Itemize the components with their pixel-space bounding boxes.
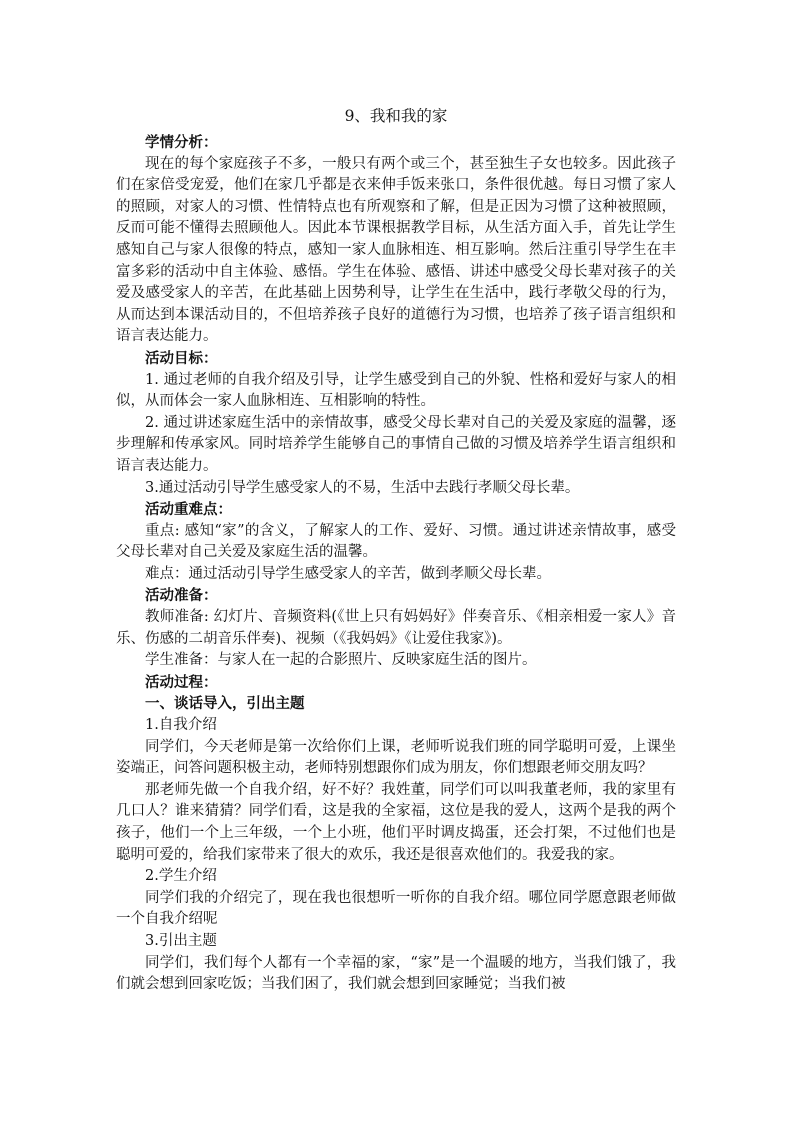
process-heading: 活动过程：: [145, 673, 218, 691]
analysis-heading: 学情分析：: [145, 134, 218, 151]
key-point-paragraph: 重点: 感知“家”的含义，了解家人的工作、爱好、习惯。通过讲述亲情故事，感受父母长辈对自己关爱及家庭生活的温馨。: [116, 522, 676, 561]
preparation-heading: 活动准备：: [145, 587, 218, 605]
teacher-prep-paragraph: 教师准备: 幻灯片、音频资料(《世上只有妈妈好》伴奏音乐、《相亲相爱一家人》音乐、伤感的二胡音乐伴奏)、视频（《我妈妈》《让爱住我家》)。: [116, 609, 676, 647]
step-1-heading: 1.自我介绍: [145, 717, 217, 734]
goals-heading: 活动目标：: [145, 349, 218, 367]
part-1-heading: 一、谈话导入，引出主题: [145, 695, 305, 713]
step-3-heading: 3.引出主题: [145, 932, 217, 949]
goal-item-3: 3.通过活动引导学生感受家人的不易，生活中去践行孝顺父母长辈。: [145, 479, 580, 496]
difficulty-paragraph: 难点：通过活动引导学生感受家人的辛苦，做到孝顺父母长辈。: [145, 565, 551, 582]
page-title: 9、我和我的家: [344, 107, 448, 125]
step-2-heading: 2.学生介绍: [145, 868, 217, 885]
analysis-paragraph: 现在的每个家庭孩子不多，一般只有两个或三个，甚至独生子女也较多。因此孩子们在家倍受宠爱，他们在家几乎都是衣来伸手饭来张口，条件很优越。每日习惯了家人的照顾，对家人的习惯、性情特点也有所观察和了解，但是正因为习惯了这种被照顾，反而可能不懂得去照顾他人。因此本节课根据教学目标，从生活方面入手，首先让学生感知自己与家人很像的特点，感知一家人血脉相连、相互影响。然后注重引导学生在丰富多彩的活动中自主体验、感悟。学生在体验、感悟、讲述中感受父母长辈对孩子的关爱及感受家人的辛苦，在此基础上因势利导，让学生在生活中，践行孝敬父母的行为，从而达到本课活动目的，不但培养孩子良好的道德行为习惯，也培养了孩子语言组织和语言表达能力。: [116, 155, 676, 345]
step-1-paragraph-2: 那老师先做一个自我介绍，好不好？我姓董，同学们可以叫我董老师，我的家里有几口人？谁来猜猜？同学们看，这是我的全家福，这位是我的爱人，这两个是我的两个孩子，他们一个上三年级，一个上小班，他们平时调皮捣蛋，还会打架，不过他们也是聪明可爱的，给我们家带来了很大的欢乐，我还是很喜欢他们的。我爱我的家。: [116, 781, 676, 863]
goal-item-2: 2. 通过讲述家庭生活中的亲情故事，感受父母长辈对自己的关爱及家庭的温馨，逐步理解和传承家风。同时培养学生能够自己的事情自己做的习惯及培养学生语言组织和语言表达能力。: [116, 414, 676, 474]
step-3-paragraph-1: 同学们，我们每个人都有一个幸福的家，“家”是一个温暖的地方，当我们饿了，我们就会想到回家吃饭；当我们困了，我们就会想到回家睡觉；当我们被: [116, 954, 676, 993]
document-page: [116, 104, 676, 996]
step-1-paragraph-1: 同学们，今天老师是第一次给你们上课，老师听说我们班的同学聪明可爱，上课坐姿端正，问答问题积极主动，老师特别想跟你们成为朋友，你们想跟老师交朋友吗？: [116, 738, 676, 777]
goal-item-1: 1. 通过老师的自我介绍及引导，让学生感受到自己的外貌、性格和爱好与家人的相似，从而体会一家人血脉相连、互相影响的特性。: [116, 371, 676, 410]
student-prep-paragraph: 学生准备：与家人在一起的合影照片、反映家庭生活的图片。: [145, 652, 537, 669]
key-points-heading: 活动重难点：: [145, 501, 232, 519]
step-2-paragraph-1: 同学们我的介绍完了，现在我也很想听一听你的自我介绍。哪位同学愿意跟老师做一个自我介绍呢: [116, 889, 676, 928]
